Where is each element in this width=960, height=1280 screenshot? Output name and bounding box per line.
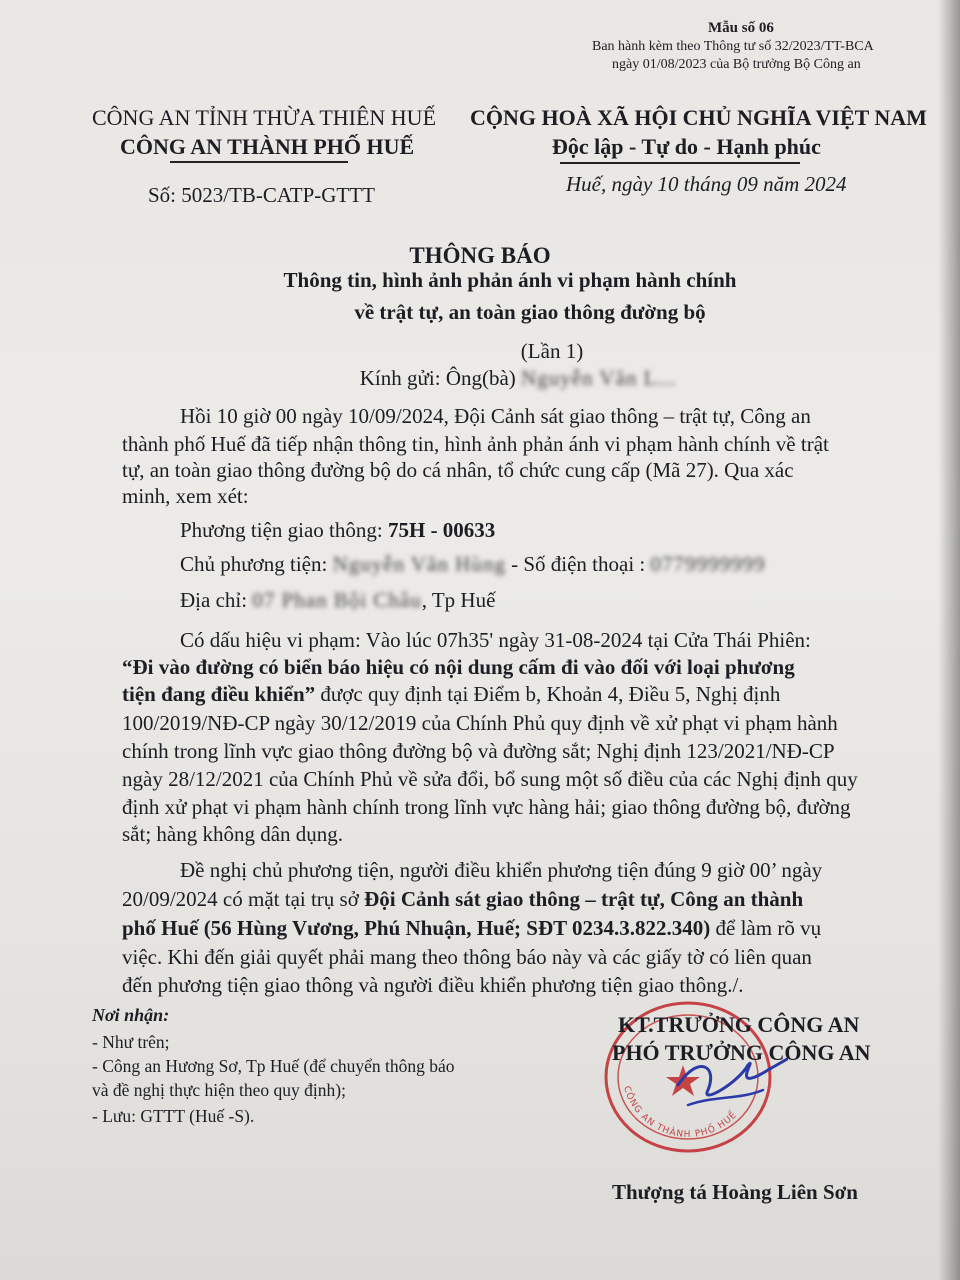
seal-text: CÔNG AN THÀNH PHỐ HUẾ [621, 1084, 740, 1140]
request-office-name: Đội Cảnh sát giao thông – trật tự, Công an thành [364, 887, 804, 911]
national-motto: Độc lập - Tự do - Hạnh phúc [552, 134, 821, 159]
agency-underline [170, 161, 348, 163]
addressee-label: Kính gửi: Ông(bà) [359, 366, 516, 390]
violation-legal-basis: được quy định tại Điểm b, Khoản 4, Điều 5, Nghị định [315, 682, 781, 706]
owner-line [180, 552, 766, 577]
document-heading: THÔNG BÁO [409, 243, 551, 268]
request-office-address: phố Huế (56 Hùng Vương, Phú Nhuận, Huế; SĐT 0234.3.822.340) [122, 916, 711, 940]
violation-line-4: 100/2019/NĐ-CP ngày 30/12/2019 của Chính Phủ quy định về xử phạt vi phạm hành [122, 711, 838, 735]
intro-line-4: minh, xem xét: [122, 484, 249, 508]
form-reference-line-1: Ban hành kèm theo Thông tư số 32/2023/TT-BCA [592, 39, 874, 54]
request-line-1: Đề nghị chủ phương tiện, người điều khiển phương tiện đúng 9 giờ 00’ ngày [180, 858, 823, 882]
page-edge-shadow [938, 0, 960, 1280]
recipients-heading: Nơi nhận: [92, 1005, 170, 1025]
vehicle-line [180, 518, 495, 543]
violation-quote-end: tiện đang điều khiển” [122, 682, 316, 706]
owner-label: Chủ phương tiện: [180, 552, 333, 576]
intro-line-2: thành phố Huế đã tiếp nhận thông tin, hình ảnh phản ánh vi phạm hành chính về trật [122, 432, 829, 456]
vehicle-plate: 75H - 00633 [387, 518, 496, 542]
document-subtitle-2: về trật tự, an toàn giao thông đường bộ [354, 300, 706, 324]
intro-line-3: tự, an toàn giao thông đường bộ do cá nhân, tổ chức cung cấp (Mã 27). Qua xác [122, 458, 794, 482]
place-and-date: Huế, ngày 10 tháng 09 năm 2024 [566, 172, 847, 196]
form-reference-line-2: ngày 01/08/2023 của Bộ trưởng Bộ Công an [612, 57, 861, 72]
request-line-5: đến phương tiện giao thông và người điều khiển phương tiện giao thông./. [122, 973, 744, 997]
violation-line-1: Có dấu hiệu vi phạm: Vào lúc 07h35' ngày 31-08-2024 tại Cửa Thái Phiên: [180, 628, 811, 652]
national-title: CỘNG HOÀ XÃ HỘI CHỦ NGHĨA VIỆT NAM [470, 105, 927, 130]
signer-name: Thượng tá Hoàng Liên Sơn [612, 1180, 858, 1204]
addressee-line [38, 366, 960, 391]
recipient-item-3: và đề nghị thực hiện theo quy định); [92, 1080, 346, 1100]
vehicle-label: Phương tiện giao thông: [180, 518, 388, 542]
motto-underline [560, 162, 800, 164]
request-line-2 [122, 887, 803, 912]
violation-line-2: “Đi vào đường có biển báo hiệu có nội dung cấm đi vào đối với loại phương [122, 655, 795, 679]
violation-line-6: ngày 28/12/2021 của Chính Phủ về sửa đổi, bổ sung một số điều của các Nghị định quy [122, 767, 858, 791]
issuing-agency: CÔNG AN THÀNH PHỐ HUẾ [120, 134, 415, 159]
address-city: , Tp Huế [421, 588, 496, 612]
violation-line-5: chính trong lĩnh vực giao thông đường bộ và đường sắt; Nghị định 123/2021/NĐ-CP [122, 739, 835, 763]
parent-agency: CÔNG AN TỈNH THỪA THIÊN HUẾ [92, 105, 437, 130]
request-line-3 [122, 916, 821, 941]
recipient-item-1: - Như trên; [92, 1032, 170, 1052]
recipient-item-2: - Công an Hương Sơ, Tp Huế (để chuyển thông báo [92, 1056, 455, 1076]
violation-line-7: định xử phạt vi phạm hành chính trong lĩnh vực hàng hải; giao thông đường bộ, đường [122, 795, 851, 819]
owner-redacted: Nguyễn Văn Hùng [332, 552, 506, 576]
signature-title-2: PHÓ TRƯỞNG CÔNG AN [612, 1040, 871, 1065]
occurrence-label: (Lần 1) [520, 339, 584, 363]
signature-title-1: KT.TRƯỞNG CÔNG AN [618, 1012, 860, 1037]
recipient-item-4: - Lưu: GTTT (Huế -S). [92, 1106, 255, 1126]
request-line-3-tail: để làm rõ vụ [710, 916, 822, 940]
address-redacted: 07 Phan Bội Châu [252, 588, 422, 612]
intro-line-1: Hồi 10 giờ 00 ngày 10/09/2024, Đội Cảnh sát giao thông – trật tự, Công an [180, 404, 811, 428]
phone-redacted: 0779999999 [650, 552, 766, 576]
request-line-2-lead: 20/09/2024 có mặt tại trụ sở [122, 887, 365, 911]
violation-line-8: sắt; hàng không dân dụng. [122, 822, 344, 846]
request-line-4: việc. Khi đến giải quyết phải mang theo thông báo này và các giấy tờ có liên quan [122, 945, 812, 969]
address-line [180, 588, 495, 613]
form-number: Mẫu số 06 [708, 20, 774, 36]
phone-label: - Số điện thoại : [505, 552, 651, 576]
document-subtitle-1: Thông tin, hình ảnh phản ánh vi phạm hành chính [283, 268, 737, 292]
addressee-redacted: Nguyễn Văn L... [521, 366, 677, 390]
violation-line-3 [122, 682, 780, 707]
address-label: Địa chỉ: [180, 588, 253, 612]
document-number: Số: 5023/TB-CATP-GTTT [148, 183, 375, 207]
